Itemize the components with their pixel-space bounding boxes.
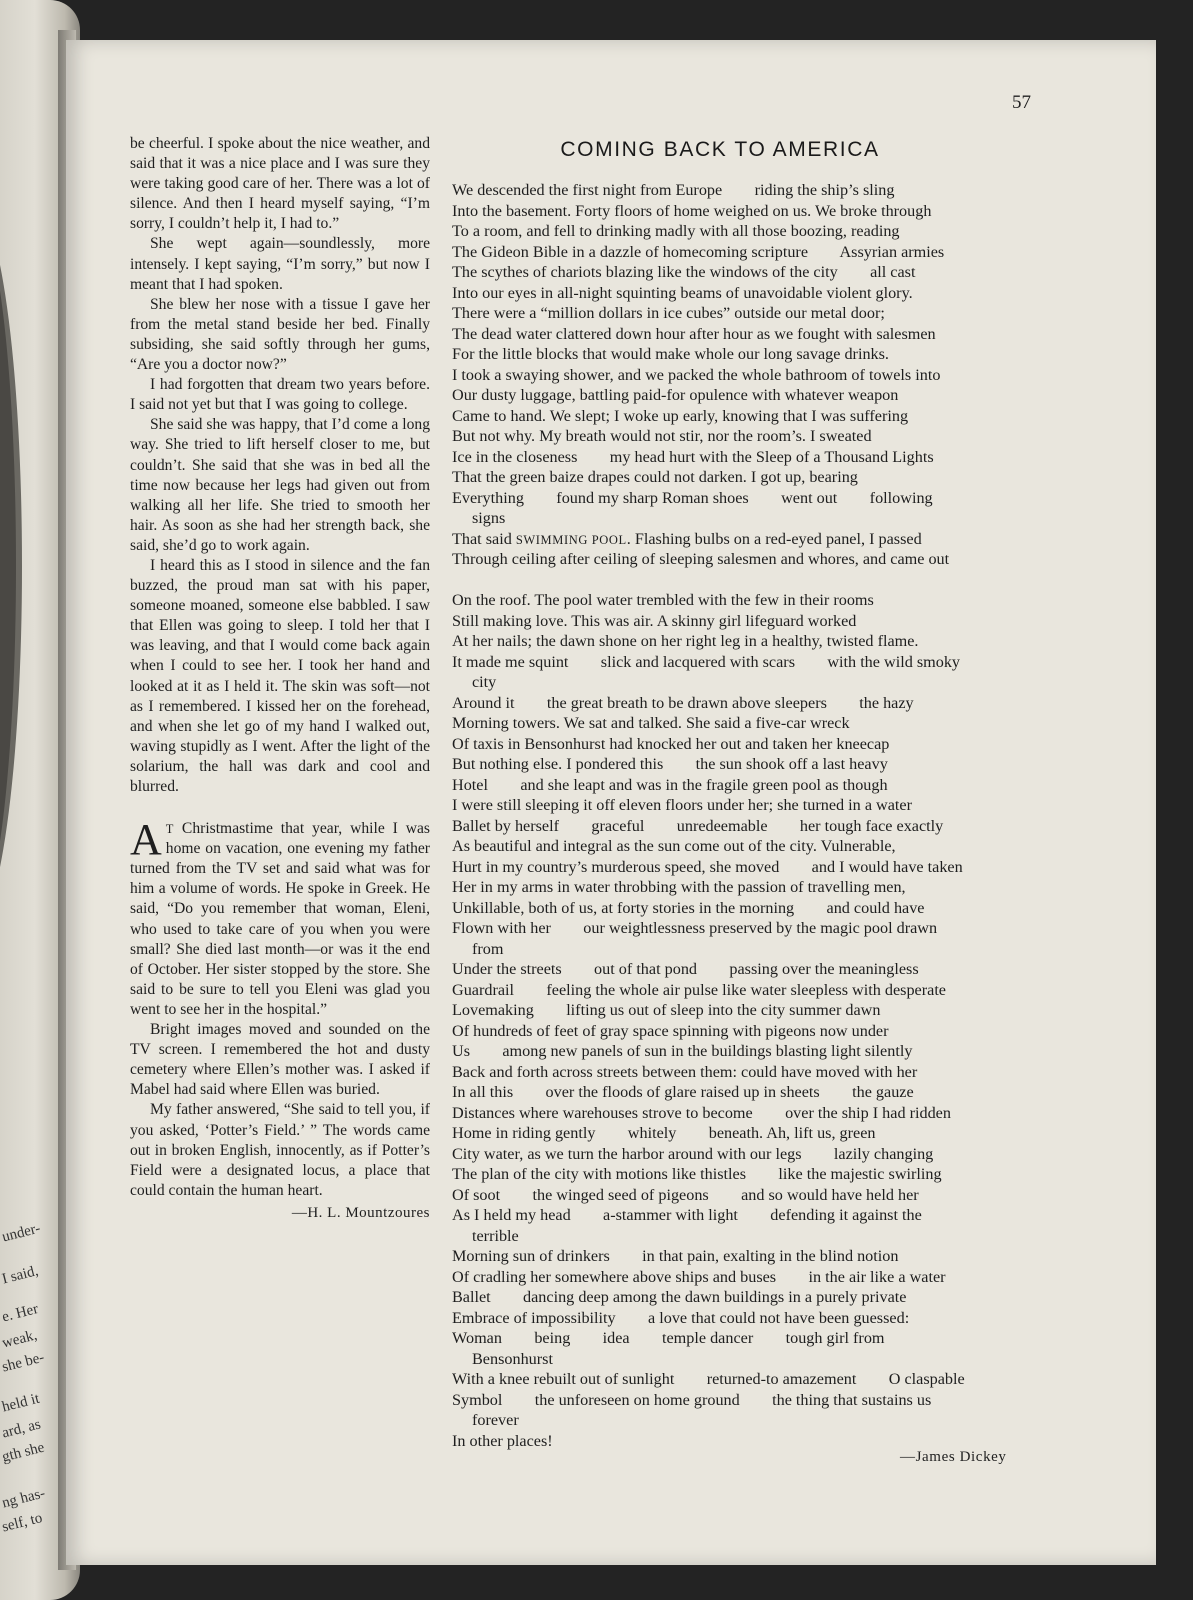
poem-line-text: . Flashing bulbs on a red-eyed panel, I passed [626, 529, 922, 548]
poem-line: Ice in the closeness my head hurt with the Sleep of a Thousand Lights [452, 447, 934, 466]
poem-line: To a room, and fell to drinking madly with all those boozing, reading [452, 222, 900, 240]
poem-line-text: That said [452, 529, 516, 548]
poem-line-continuation: Bensonhurst [472, 1349, 553, 1368]
poem-line-continuation: city [472, 673, 497, 691]
poem-line: Embrace of impossibility a love that could not have been guessed: [452, 1308, 910, 1327]
poem-line: For the little blocks that would make whole our long savage drinks. [452, 345, 889, 363]
story-paragraph: My father answered, “She said to tell you, if you asked, ‘Potter’s Field.’ ” The words came out in broken English, innocently, as if Potter’s Field were a designated locus, a place that could contain the human heart. [130, 1101, 430, 1199]
facing-page-fragment: she be- [0, 1349, 46, 1376]
story-paragraph: She wept again—soundlessly, more intensely. I kept saying, “I’m sorry,” but now I meant that I had spoken. [130, 235, 430, 293]
facing-page-fragment: weak, [0, 1327, 39, 1352]
story-paragraph: She said she was happy, that I’d come a long way. She tried to lift herself closer to me, but couldn’t. She said that she was in bed all the time now because her legs had given out from walking all her life. She tried to smooth her hair. As soon as she had her strength back, she said, she’d go to work again. [130, 416, 430, 554]
stanza-gap [452, 570, 1042, 591]
poem-line: The plan of the city with motions like thistles like the majestic swirling [452, 1165, 942, 1183]
poem-line: In all this over the floods of glare raised up in sheets the gauze [452, 1083, 914, 1101]
poem-line: Symbol the unforeseen on home ground the thing that sustains us [452, 1390, 932, 1409]
poem-line: I were still sleeping it off eleven floors under her; she turned in a water [452, 796, 912, 814]
poem-line: There were a “million dollars in ice cubes” outside our metal door; [452, 304, 885, 322]
facing-page-fragment: e. Her [0, 1301, 40, 1326]
poem-line-continuation: from [472, 939, 504, 958]
poem-line: Our dusty luggage, battling paid-for opulence with whatever weapon [452, 386, 899, 404]
poem-line: With a knee rebuilt out of sunlight returned-to amazement O claspable [452, 1370, 965, 1388]
poem-line: Through ceiling after ceiling of sleeping salesmen and whores, and came out [452, 550, 950, 568]
pool-sign: SWIMMING POOL [515, 532, 627, 547]
story-paragraph: She blew her nose with a tissue I gave her from the metal stand beside her bed. Finally subsiding, she said softly through her gums, “Are you a doctor now?” [130, 295, 430, 374]
story-paragraph: I had forgotten that dream two years before. I said not yet but that I was going to college. [130, 376, 430, 414]
poem-line: At her nails; the dawn shone on her right leg in a healthy, twisted flame. [452, 632, 919, 650]
poem-line: On the roof. The pool water trembled with the few in their rooms [452, 591, 874, 609]
poem-line: That the green baize drapes could not darken. I got up, bearing [452, 468, 858, 486]
page-number: 57 [1012, 92, 1031, 113]
poem-line: Morning sun of drinkers in that pain, exalting in the blind notion [452, 1247, 899, 1265]
poem-line: Of hundreds of feet of gray space spinning with pigeons now under [452, 1021, 889, 1040]
poem-line: Guardrail feeling the whole air pulse like water sleepless with desperate [452, 980, 946, 999]
poem-line: We descended the first night from Europe riding the ship’s sling [452, 181, 895, 199]
poem-line: Woman being idea temple dancer tough girl from [452, 1329, 885, 1347]
poem-line: I took a swaying shower, and we packed the whole bathroom of towels into [452, 365, 941, 384]
poem-line: Unkillable, both of us, at forty stories in the morning and could have [452, 898, 925, 917]
poem-line: Around it the great breath to be drawn above sleepers the hazy [452, 693, 914, 712]
poem-line: Of cradling her somewhere above ships and buses in the air like a water [452, 1267, 946, 1286]
story-paragraph: I heard this as I stood in silence and the fan buzzed, the proud man sat with his paper, someone moaned, someone else babbled. I saw that Ellen was going to sleep. I told her that I was leaving, and that I would come back again when I could to see her. I took her hand and looked at it as I held it. The skin was soft—not as I remembered. I kissed her on the forehead, and when she let go of my hand I walked out, waving stupidly as I went. After the light of the solarium, the hall was dark and cool and blurred. [130, 556, 430, 795]
story-paragraph: Bright images moved and sounded on the TV screen. I remembered the hot and dusty cemetery where Ellen’s mother was. I asked if Mabel had said where Ellen was buried. [130, 1021, 430, 1099]
poem-line: Lovemaking lifting us out of sleep into the city summer dawn [452, 1001, 881, 1019]
poem-line: Under the streets out of that pond passing over the meaningless [452, 960, 919, 978]
story-paragraph: be cheerful. I spoke about the nice weather, and said that it was a nice place and I was sure they were taking good care of her. There was a lot of silence. And then I heard myself saying, “I’m sorry, I couldn’t help it, I had to.” [130, 135, 430, 233]
poem-line: Her in my arms in water throbbing with the passion of travelling men, [452, 878, 906, 896]
poem-line: Everything found my sharp Roman shoes went out following [452, 488, 933, 507]
poem-line: City water, as we turn the harbor around with our legs lazily changing [452, 1144, 934, 1163]
facing-page-fragment: gth she [0, 1439, 47, 1466]
poem-title: COMING BACK TO AMERICA [560, 138, 880, 161]
story-byline: —H. L. Mountzoures [291, 1204, 430, 1221]
poem-line: Hurt in my country’s murderous speed, she moved and I would have taken [452, 857, 963, 876]
poem-line [452, 529, 1042, 550]
section-text: Christmastime that year, while I was home on vacation, one evening my father turned from the TV set and said what was for him a volume of words. He spoke in Greek. He said, “Do you remember that woman, Eleni, who used to take care of you when you were small? She died last month—or was it the end of October. Her sister stopped by the store. She said to be sure to tell you Eleni was glad you went to see her in the hospital.” [130, 820, 430, 1018]
poem-line: Ballet dancing deep among the dawn buildings in a purely private [452, 1288, 907, 1306]
poem-line: Us among new panels of sun in the buildings blasting light silently [452, 1042, 913, 1060]
poem-line: Ballet by herself graceful unredeemable her tough face exactly [452, 816, 944, 835]
small-caps-lead: T [165, 822, 175, 837]
poem-line: Into the basement. Forty floors of home weighed on us. We broke through [452, 201, 932, 220]
drop-cap: A [130, 815, 162, 865]
poem-body [452, 180, 1042, 1451]
poem-line: It made me squint slick and lacquered with scars with the wild smoky [452, 652, 961, 671]
facing-page-illustration [0, 200, 22, 932]
story-column [130, 134, 430, 1223]
poem-line: Into our eyes in all-night squinting beams of unavoidable violent glory. [452, 283, 913, 302]
poem-line: As I held my head a-stammer with light defending it against the [452, 1206, 922, 1224]
poem-line: But not why. My breath would not stir, nor the room’s. I sweated [452, 427, 872, 445]
facing-page-fragment: held it [0, 1390, 42, 1416]
section-start-paragraph [130, 815, 430, 1020]
poem-line-continuation: terrible [472, 1226, 519, 1245]
poem-line: Distances where warehouses strove to become over the ship I had ridden [452, 1103, 951, 1122]
poem-line: Hotel and she leapt and was in the fragile green pool as though [452, 775, 888, 794]
poem-line: The dead water clattered down hour after hour as we fought with salesmen [452, 324, 936, 343]
poem-line-continuation: signs [472, 509, 506, 527]
poem-line-continuation: forever [472, 1411, 519, 1429]
facing-page-fragment: under- [0, 1220, 43, 1246]
poem-line: Morning towers. We sat and talked. She said a five-car wreck [452, 714, 850, 732]
poem-line: Of soot the winged seed of pigeons and so would have held her [452, 1185, 919, 1204]
facing-page-fragment: ng has- [0, 1485, 47, 1512]
poem-line: Of taxis in Bensonhurst had knocked her out and taken her kneecap [452, 734, 890, 753]
poem-line: The scythes of chariots blazing like the windows of the city all cast [452, 263, 916, 281]
poem-line: Came to hand. We slept; I woke up early, knowing that I was suffering [452, 406, 909, 425]
facing-page-fragment: ard, as [0, 1416, 43, 1442]
poem-line: Back and forth across streets between them: could have moved with her [452, 1062, 918, 1081]
poem-line: Home in riding gently whitely beneath. Ah, lift us, green [452, 1124, 876, 1142]
poem-last-line: In other places! [452, 1431, 553, 1450]
poem-line: But nothing else. I pondered this the sun shook off a last heavy [452, 755, 888, 773]
facing-page-fragment: I said, [0, 1263, 40, 1288]
poem-line: Still making love. This was air. A skinny girl lifeguard worked [452, 611, 857, 630]
poem-byline: —James Dickey [900, 1449, 1007, 1465]
poem-line: The Gideon Bible in a dazzle of homecoming scripture Assyrian armies [452, 242, 945, 261]
poem-line: Flown with her our weightlessness preserved by the magic pool drawn [452, 919, 938, 937]
facing-page-fragment: self, to [0, 1510, 44, 1536]
poem-line: As beautiful and integral as the sun come out of the city. Vulnerable, [452, 837, 896, 855]
